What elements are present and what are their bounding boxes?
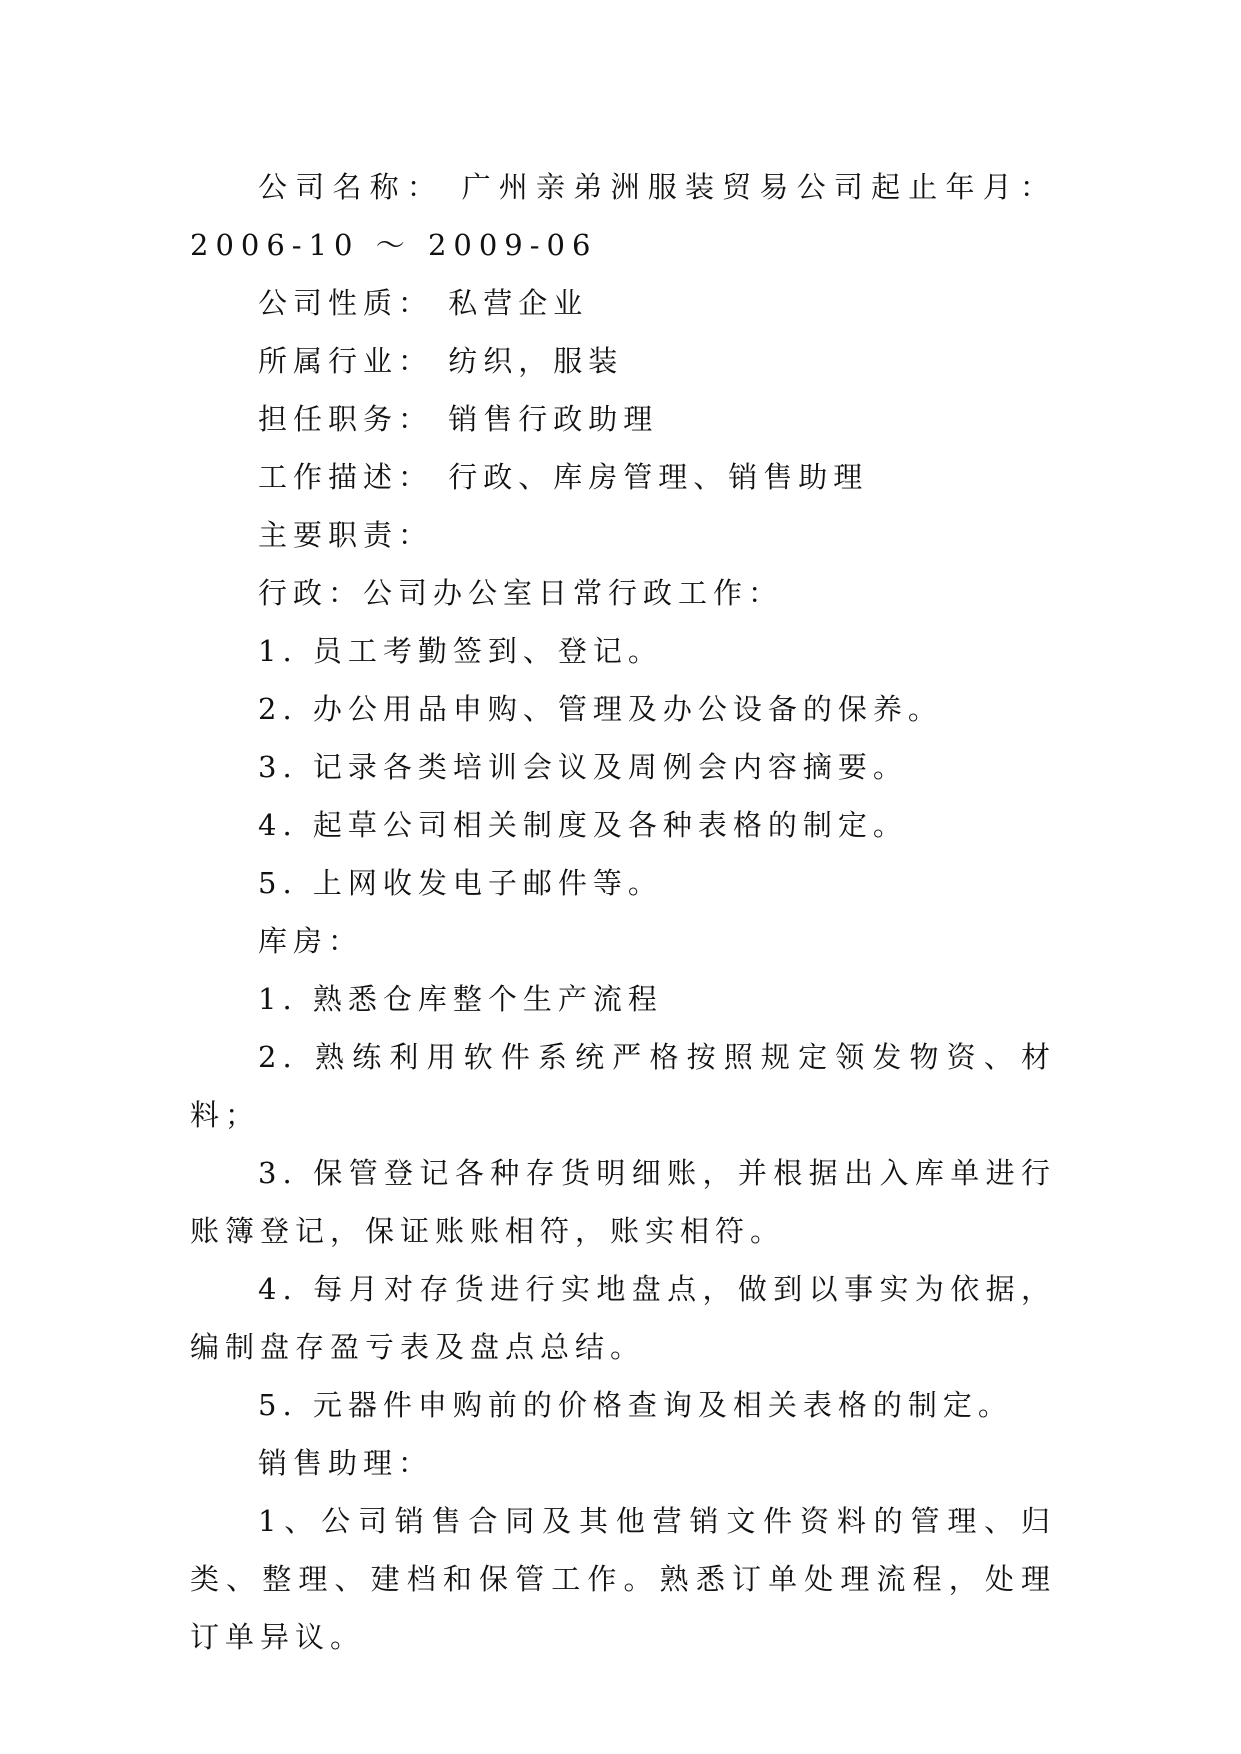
paragraph-warehouse-item-2: 2. 熟练利用软件系统严格按照规定领发物资、材料； — [190, 1040, 1056, 1132]
paragraph-warehouse-item-1: 1. 熟悉仓库整个生产流程 — [258, 982, 663, 1016]
paragraph-industry: 所属行业： 纺织，服装 — [258, 344, 624, 378]
paragraph-admin-heading: 行政：公司办公室日常行政工作： — [258, 576, 784, 610]
document-body — [190, 158, 1056, 1666]
paragraph-admin-item-3: 3. 记录各类培训会议及周例会内容摘要。 — [258, 750, 908, 784]
paragraph-position: 担任职务： 销售行政助理 — [258, 402, 659, 436]
paragraph-company-type: 公司性质： 私营企业 — [258, 286, 589, 320]
paragraph-sales-heading: 销售助理： — [258, 1446, 434, 1480]
paragraph-warehouse-item-3: 3. 保管登记各种存货明细账，并根据出入库单进行账簿登记，保证账账相符，账实相符。 — [190, 1156, 1056, 1248]
paragraph-admin-item-1: 1. 员工考勤签到、登记。 — [258, 634, 663, 668]
paragraph-admin-item-5: 5. 上网收发电子邮件等。 — [258, 866, 663, 900]
paragraph-admin-item-2: 2. 办公用品申购、管理及办公设备的保养。 — [258, 692, 943, 726]
paragraph-main-duties-heading: 主要职责： — [258, 518, 434, 552]
paragraph-company-name: 公司名称： 广州亲弟洲服装贸易公司起止年月：2006-10 ～ 2009-06 — [190, 170, 1056, 262]
paragraph-job-description: 工作描述： 行政、库房管理、销售助理 — [258, 460, 869, 494]
paragraph-warehouse-item-4: 4. 每月对存货进行实地盘点，做到以事实为依据，编制盘存盈亏表及盘点总结。 — [190, 1272, 1056, 1364]
paragraph-sales-item-1: 1、公司销售合同及其他营销文件资料的管理、归类、整理、建档和保管工作。熟悉订单处理流程，处理订单异议。 — [190, 1504, 1056, 1654]
paragraph-warehouse-item-5: 5. 元器件申购前的价格查询及相关表格的制定。 — [258, 1388, 1013, 1422]
paragraph-admin-item-4: 4. 起草公司相关制度及各种表格的制定。 — [258, 808, 908, 842]
paragraph-warehouse-heading: 库房： — [258, 924, 364, 958]
